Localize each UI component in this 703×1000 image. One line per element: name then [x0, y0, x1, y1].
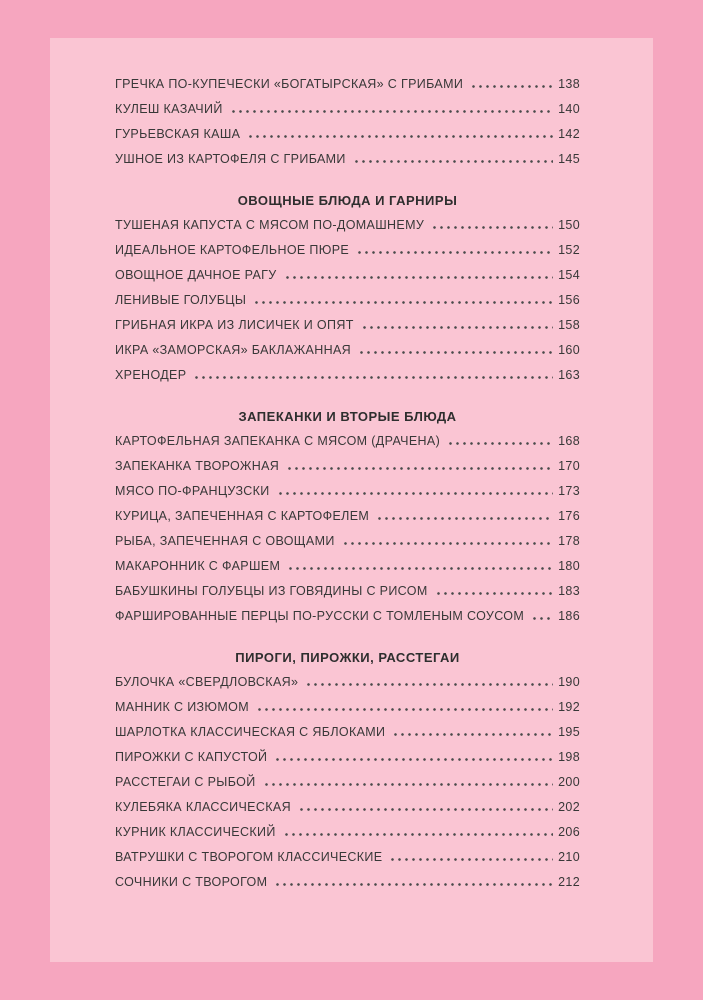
dot-leader: [447, 442, 553, 445]
toc-entry-title: МАКАРОННИК С ФАРШЕМ: [115, 559, 281, 573]
toc-entry-page: 154: [558, 268, 580, 282]
toc-entry: [115, 213, 580, 238]
toc-entry-title: ПИРОЖКИ С КАПУСТОЙ: [115, 750, 268, 764]
toc-entry: [115, 554, 580, 579]
toc-entry: [115, 313, 580, 338]
toc-entry-title: КУЛЕШ КАЗАЧИЙ: [115, 102, 223, 116]
toc-entry: [115, 97, 580, 122]
toc-entry: [115, 870, 580, 895]
dot-leader: [274, 758, 553, 761]
dot-leader: [263, 783, 553, 786]
dot-leader: [305, 683, 553, 686]
toc-entry-page: 156: [558, 293, 580, 307]
dot-leader: [193, 376, 553, 379]
dot-leader: [253, 301, 553, 304]
dot-leader: [435, 592, 553, 595]
toc-entry-title: ОВОЩНОЕ ДАЧНОЕ РАГУ: [115, 268, 277, 282]
toc-entry: [115, 529, 580, 554]
dot-leader: [256, 708, 553, 711]
toc-entry-title: ФАРШИРОВАННЫЕ ПЕРЦЫ ПО-РУССКИ С ТОМЛЕНЫМ СОУСОМ: [115, 609, 525, 623]
toc-entry: [115, 338, 580, 363]
dot-leader: [283, 833, 553, 836]
toc-entry-title: ГУРЬЕВСКАЯ КАША: [115, 127, 241, 141]
toc-entry-title: ИКРА «ЗАМОРСКАЯ» БАКЛАЖАННАЯ: [115, 343, 352, 357]
toc-entry: [115, 720, 580, 745]
toc-entry-title: РЫБА, ЗАПЕЧЕННАЯ С ОВОЩАМИ: [115, 534, 335, 548]
toc-entry-page: 170: [558, 459, 580, 473]
toc-entry: [115, 122, 580, 147]
toc-entry: [115, 795, 580, 820]
dot-leader: [356, 251, 553, 254]
dot-leader: [286, 467, 553, 470]
toc-entry-page: 145: [558, 152, 580, 166]
toc-entry: [115, 72, 580, 97]
toc-entry-page: 173: [558, 484, 580, 498]
toc-entry: [115, 504, 580, 529]
toc-entry-page: 206: [558, 825, 580, 839]
toc-entry-title: ВАТРУШКИ С ТВОРОГОМ КЛАССИЧЕСКИЕ: [115, 850, 383, 864]
table-of-contents: [50, 38, 653, 895]
toc-entry: [115, 429, 580, 454]
toc-entry-page: 152: [558, 243, 580, 257]
toc-entry-page: 192: [558, 700, 580, 714]
dot-leader: [431, 226, 553, 229]
toc-entry-title: ТУШЕНАЯ КАПУСТА С МЯСОМ ПО-ДОМАШНЕМУ: [115, 218, 425, 232]
toc-entry-page: 178: [558, 534, 580, 548]
dot-leader: [470, 85, 553, 88]
dot-leader: [389, 858, 553, 861]
dot-leader: [284, 276, 553, 279]
section-heading: ЗАПЕКАНКИ И ВТОРЫЕ БЛЮДА: [238, 409, 457, 424]
toc-entry: [115, 770, 580, 795]
toc-entry-page: 183: [558, 584, 580, 598]
toc-entry: [115, 604, 580, 629]
toc-entry-page: 190: [558, 675, 580, 689]
dot-leader: [277, 492, 553, 495]
toc-entry-page: 158: [558, 318, 580, 332]
toc-entry-title: КУЛЕБЯКА КЛАССИЧЕСКАЯ: [115, 800, 291, 814]
toc-entry-title: КАРТОФЕЛЬНАЯ ЗАПЕКАНКА С МЯСОМ (ДРАЧЕНА): [115, 434, 441, 448]
toc-entry-title: ШАРЛОТКА КЛАССИЧЕСКАЯ С ЯБЛОКАМИ: [115, 725, 386, 739]
dot-leader: [298, 808, 553, 811]
dot-leader: [342, 542, 553, 545]
toc-entry-page: 180: [558, 559, 580, 573]
toc-entry: [115, 147, 580, 172]
toc-entry-title: МЯСО ПО-ФРАНЦУЗСКИ: [115, 484, 270, 498]
section-heading: ОВОЩНЫЕ БЛЮДА И ГАРНИРЫ: [237, 193, 458, 208]
dot-leader: [274, 883, 553, 886]
toc-entry-title: БУЛОЧКА «СВЕРДЛОВСКАЯ»: [115, 675, 299, 689]
dot-leader: [247, 135, 553, 138]
toc-entry-page: 202: [558, 800, 580, 814]
toc-entry-page: 212: [558, 875, 580, 889]
toc-entry: [115, 363, 580, 388]
toc-entry-page: 168: [558, 434, 580, 448]
toc-entry-page: 176: [558, 509, 580, 523]
toc-entry: [115, 479, 580, 504]
toc-entry: [115, 695, 580, 720]
toc-entry-page: 186: [558, 609, 580, 623]
toc-entry: [115, 845, 580, 870]
toc-entry-page: 138: [558, 77, 580, 91]
dot-leader: [358, 351, 553, 354]
toc-entry-title: ХРЕНОДЕР: [115, 368, 187, 382]
toc-entry: [115, 579, 580, 604]
toc-entry-page: 150: [558, 218, 580, 232]
toc-entry-title: БАБУШКИНЫ ГОЛУБЦЫ ИЗ ГОВЯДИНЫ С РИСОМ: [115, 584, 428, 598]
toc-entry-title: ГРЕЧКА ПО-КУПЕЧЕСКИ «БОГАТЫРСКАЯ» С ГРИБАМИ: [115, 77, 464, 91]
section-heading: ПИРОГИ, ПИРОЖКИ, РАССТЕГАИ: [235, 650, 460, 665]
toc-entry: [115, 238, 580, 263]
toc-entry-title: ГРИБНАЯ ИКРА ИЗ ЛИСИЧЕК И ОПЯТ: [115, 318, 354, 332]
toc-entry-title: КУРНИК КЛАССИЧЕСКИЙ: [115, 825, 276, 839]
toc-entry: [115, 670, 580, 695]
toc-entry-page: 140: [558, 102, 580, 116]
toc-entry-title: СОЧНИКИ С ТВОРОГОМ: [115, 875, 268, 889]
toc-entry: [115, 288, 580, 313]
toc-entry-page: 142: [558, 127, 580, 141]
toc-entry-page: 160: [558, 343, 580, 357]
toc-entry-page: 195: [558, 725, 580, 739]
dot-leader: [230, 110, 553, 113]
dot-leader: [531, 617, 553, 620]
toc-entry: [115, 263, 580, 288]
dot-leader: [392, 733, 553, 736]
dot-leader: [361, 326, 553, 329]
toc-entry-title: УШНОЕ ИЗ КАРТОФЕЛЯ С ГРИБАМИ: [115, 152, 346, 166]
toc-entry-title: ИДЕАЛЬНОЕ КАРТОФЕЛЬНОЕ ПЮРЕ: [115, 243, 350, 257]
toc-entry: [115, 820, 580, 845]
toc-entry-title: ЛЕНИВЫЕ ГОЛУБЦЫ: [115, 293, 247, 307]
toc-entry-page: 200: [558, 775, 580, 789]
toc-entry-page: 198: [558, 750, 580, 764]
toc-entry-title: ЗАПЕКАНКА ТВОРОЖНАЯ: [115, 459, 280, 473]
book-page: [50, 38, 653, 962]
dot-leader: [376, 517, 553, 520]
toc-entry: [115, 745, 580, 770]
dot-leader: [287, 567, 553, 570]
dot-leader: [353, 160, 553, 163]
toc-entry: [115, 454, 580, 479]
toc-entry-title: РАССТЕГАИ С РЫБОЙ: [115, 775, 256, 789]
toc-entry-page: 210: [558, 850, 580, 864]
toc-entry-page: 163: [558, 368, 580, 382]
toc-entry-title: МАННИК С ИЗЮМОМ: [115, 700, 250, 714]
toc-entry-title: КУРИЦА, ЗАПЕЧЕННАЯ С КАРТОФЕЛЕМ: [115, 509, 370, 523]
